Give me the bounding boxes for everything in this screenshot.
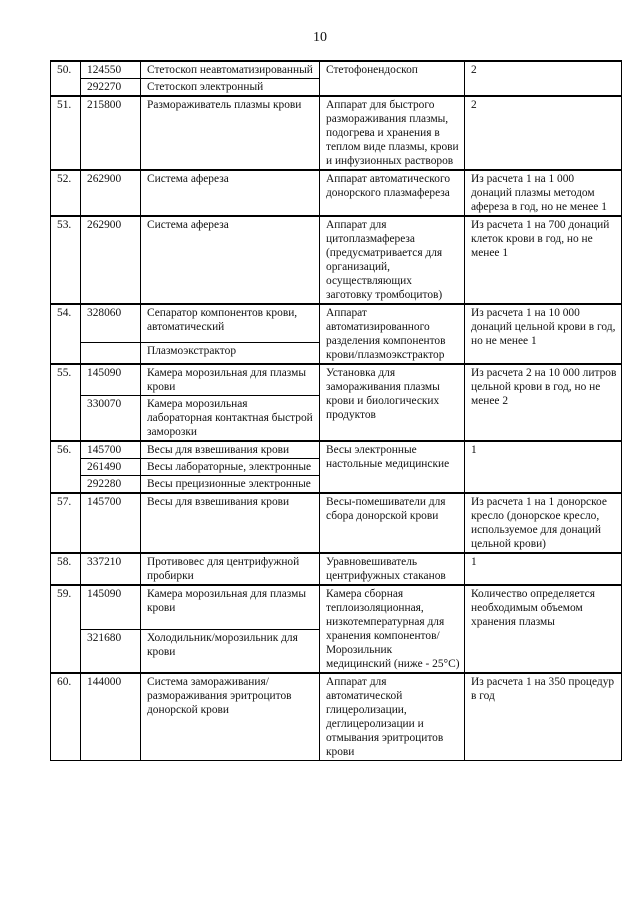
analog-cell: Установка для замораживания плазмы крови и биологических продуктов: [320, 364, 465, 441]
table-row: [51, 61, 622, 79]
code-cell: [81, 343, 141, 364]
code-cell: 144000: [81, 673, 141, 761]
analog-cell: Стетофонендоскоп: [320, 61, 465, 96]
name-cell: Размораживатель плазмы крови: [141, 96, 320, 170]
code-cell: 292270: [81, 79, 141, 97]
quantity-cell: Из расчета 1 на 350 процедур в год: [465, 673, 622, 761]
quantity-cell: Из расчета 1 на 10 000 донаций цельной крови в год, но не менее 1: [465, 304, 622, 364]
code-cell: 328060: [81, 304, 141, 343]
table-row: [51, 493, 622, 553]
name-cell: Система афереза: [141, 170, 320, 216]
code-cell: 262900: [81, 170, 141, 216]
quantity-cell: Из расчета 1 на 700 донаций клеток крови в год, но не менее 1: [465, 216, 622, 304]
analog-cell: Аппарат для быстрого размораживания плазмы, подогрева и хранения в теплом виде плазмы, крови и инфузионных растворов: [320, 96, 465, 170]
table-row: [51, 364, 622, 396]
row-number-cell: 54.: [51, 304, 81, 364]
name-cell: Система афереза: [141, 216, 320, 304]
table-row: [51, 441, 622, 459]
analog-cell: Весы электронные настольные медицинские: [320, 441, 465, 493]
name-cell: Система замораживания/ размораживания эритроцитов донорской крови: [141, 673, 320, 761]
name-cell: Весы лабораторные, электронные: [141, 459, 320, 476]
code-cell: 330070: [81, 396, 141, 442]
name-cell: Плазмоэкстрактор: [141, 343, 320, 364]
code-cell: 337210: [81, 553, 141, 585]
analog-cell: Камера сборная теплоизоляционная, низкотемпературная для хранения компонентов/ Морозильник медицинский (ниже - 25°С): [320, 585, 465, 673]
analog-cell: Уравновешиватель центрифужных стаканов: [320, 553, 465, 585]
analog-cell: Весы-помешиватели для сбора донорской крови: [320, 493, 465, 553]
name-cell: Весы для взвешивания крови: [141, 493, 320, 553]
code-cell: 215800: [81, 96, 141, 170]
quantity-cell: Из расчета 1 на 1 000 донаций плазмы методом афереза в год, но не менее 1: [465, 170, 622, 216]
quantity-cell: Из расчета 1 на 1 донорское кресло (донорское кресло, используемое для донаций цельной крови): [465, 493, 622, 553]
table-row: [51, 585, 622, 629]
name-cell: Весы прецизионные электронные: [141, 476, 320, 494]
table-row: [51, 673, 622, 761]
table-row: [51, 170, 622, 216]
quantity-cell: 1: [465, 441, 622, 493]
analog-cell: Аппарат автоматизированного разделения компонентов крови/плазмоэкстрактор: [320, 304, 465, 364]
name-cell: Стетоскоп неавтоматизированный: [141, 61, 320, 79]
quantity-cell: 1: [465, 553, 622, 585]
quantity-cell: 2: [465, 96, 622, 170]
analog-cell: Аппарат для автоматической глицеролизации, деглицеролизации и отмывания эритроцитов крови: [320, 673, 465, 761]
analog-cell: Аппарат для цитоплазмафереза (предусматривается для организаций, осуществляющих заготовку тромбоцитов): [320, 216, 465, 304]
name-cell: Камера морозильная лабораторная контактная быстрой заморозки: [141, 396, 320, 442]
code-cell: 145090: [81, 364, 141, 396]
code-cell: 262900: [81, 216, 141, 304]
name-cell: Камера морозильная для плазмы крови: [141, 364, 320, 396]
analog-cell: Аппарат автоматического донорского плазмафереза: [320, 170, 465, 216]
code-cell: 145700: [81, 493, 141, 553]
quantity-cell: 2: [465, 61, 622, 96]
table-row: [51, 553, 622, 585]
code-cell: 145700: [81, 441, 141, 459]
code-cell: 145090: [81, 585, 141, 629]
row-number-cell: 55.: [51, 364, 81, 441]
name-cell: Камера морозильная для плазмы крови: [141, 585, 320, 629]
name-cell: Весы для взвешивания крови: [141, 441, 320, 459]
table-row: [51, 96, 622, 170]
name-cell: Стетоскоп электронный: [141, 79, 320, 97]
quantity-cell: Из расчета 2 на 10 000 литров цельной крови в год, но не менее 2: [465, 364, 622, 441]
row-number-cell: 50.: [51, 61, 81, 96]
row-number-cell: 60.: [51, 673, 81, 761]
row-number-cell: 53.: [51, 216, 81, 304]
row-number-cell: 59.: [51, 585, 81, 673]
row-number-cell: 56.: [51, 441, 81, 493]
quantity-cell: Количество определяется необходимым объемом хранения плазмы: [465, 585, 622, 673]
row-number-cell: 51.: [51, 96, 81, 170]
code-cell: 292280: [81, 476, 141, 494]
code-cell: 321680: [81, 629, 141, 673]
table-row: [51, 216, 622, 304]
name-cell: Противовес для центрифужной пробирки: [141, 553, 320, 585]
name-cell: Холодильник/морозильник для крови: [141, 629, 320, 673]
row-number-cell: 57.: [51, 493, 81, 553]
page-number: 10: [313, 30, 327, 45]
code-cell: 261490: [81, 459, 141, 476]
code-cell: 124550: [81, 61, 141, 79]
row-number-cell: 58.: [51, 553, 81, 585]
row-number-cell: 52.: [51, 170, 81, 216]
table-row: [51, 304, 622, 343]
name-cell: Сепаратор компонентов крови, автоматический: [141, 304, 320, 343]
equipment-table: [50, 60, 622, 761]
